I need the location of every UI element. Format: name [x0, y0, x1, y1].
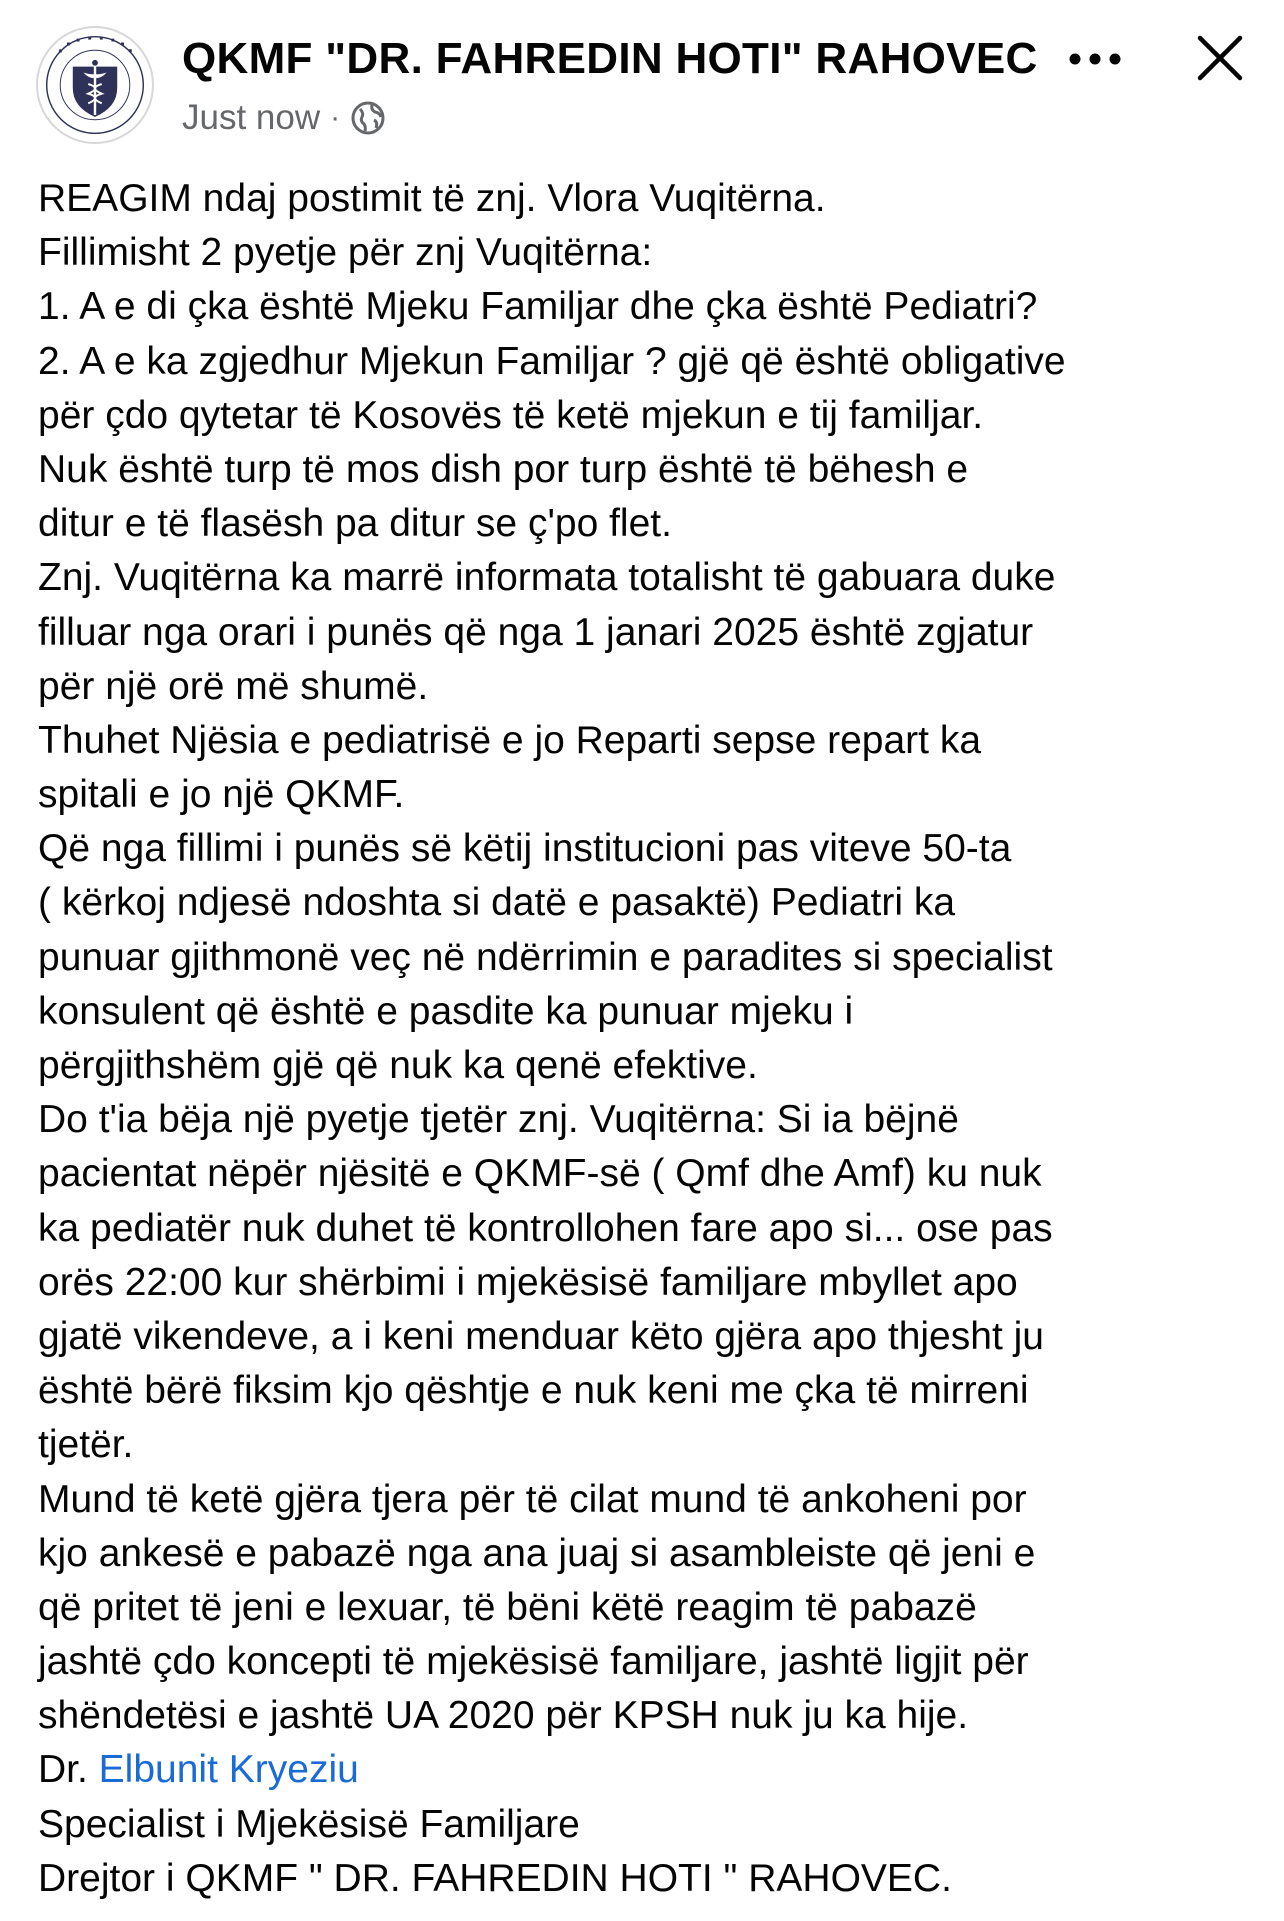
post-header — [0, 0, 1284, 160]
page-avatar[interactable] — [36, 26, 154, 144]
post-line: Do t'ia bëja një pyetje tjetër znj. Vuqitërna: Si ia bëjnë — [38, 1098, 959, 1142]
globe-icon[interactable] — [350, 100, 386, 136]
more-options-icon — [1067, 51, 1123, 67]
post-timestamp[interactable]: Just now — [182, 98, 321, 137]
post-text — [38, 172, 1258, 1906]
post-line: punuar gjithmonë veç në ndërrimin e paradites si specialist — [38, 935, 1053, 979]
post-line: Që nga fillimi i punës së këtij institucioni pas viteve 50-ta — [38, 827, 1012, 871]
post-line: Mund të ketë gjëra tjera për të cilat mund të ankoheni por — [38, 1477, 1027, 1521]
close-icon — [1192, 30, 1248, 86]
post-line: konsulent që është e pasdite ka punuar mjeku i — [38, 989, 854, 1033]
signature-prefix: Dr. — [38, 1748, 99, 1792]
post-line: ditur e të flasësh pa ditur se ç'po flet. — [38, 502, 672, 546]
post-line: REAGIM ndaj postimit të znj. Vlora Vuqitërna. — [38, 177, 826, 220]
post-line: për çdo qytetar të Kosovës të ketë mjekun e tij familjar. — [38, 393, 984, 437]
post-line: gjatë vikendeve, a i keni menduar këto gjëra apo thjesht ju — [38, 1314, 1044, 1358]
post-line: ka pediatër nuk duhet të kontrollohen fare apo si... ose pas — [38, 1206, 1053, 1250]
signature-role: Drejtor i QKMF " DR. FAHREDIN HOTI " RAHOVEC. — [38, 1856, 952, 1900]
post-meta — [182, 96, 386, 140]
post-line: Thuhet Njësia e pediatrisë e jo Reparti sepse repart ka — [38, 718, 982, 762]
post-line: tjetër. — [38, 1423, 134, 1467]
post-line: Nuk është turp të mos dish por turp është të bëhesh e — [38, 447, 969, 491]
close-button[interactable] — [1192, 30, 1248, 86]
post-line: spitali e jo një QKMF. — [38, 773, 405, 817]
signature-line — [38, 1743, 1258, 1797]
post-line: jashtë çdo koncepti të mjekësisë familjare, jashtë ligjit për — [38, 1640, 1029, 1684]
signature-title: Specialist i Mjekësisë Familjare — [38, 1802, 580, 1846]
post-line: për një orë më shumë. — [38, 664, 429, 708]
more-options-button[interactable] — [1060, 34, 1130, 84]
staff-of-hermes-logo-icon — [38, 28, 152, 142]
post-line: ( kërkoj ndjesë ndoshta si datë e pasaktë) Pediatri ka — [38, 881, 956, 925]
post-line: pacientat nëpër njësitë e QKMF-së ( Qmf dhe Amf) ku nuk — [38, 1152, 1042, 1196]
post-line: shëndetësi e jashtë UA 2020 për KPSH nuk ju ka hije. — [38, 1694, 969, 1738]
post-line: kjo ankesë e pabazë nga ana juaj si asambleiste që jeni e — [38, 1531, 1036, 1575]
post-line: është bërë fiksim kjo qështje e nuk keni me çka të mirreni — [38, 1369, 1029, 1413]
mention-link[interactable]: Elbunit Kryeziu — [98, 1748, 359, 1792]
page-name[interactable]: QKMF "DR. FAHREDIN HOTI" RAHOVEC — [182, 34, 1038, 83]
post-line: filluar nga orari i punës që nga 1 janari 2025 është zgjatur — [38, 610, 1034, 654]
post-line: Fillimisht 2 pyetje për znj Vuqitërna: — [38, 231, 653, 275]
post-line: 2. A e ka zgjedhur Mjekun Familjar ? gjë që është obligative — [38, 339, 1066, 383]
post-line: përgjithshëm gjë që nuk ka qenë efektive. — [38, 1044, 758, 1087]
meta-separator: · — [330, 101, 341, 134]
post-line: 1. A e di çka është Mjeku Familjar dhe çka është Pediatri? — [38, 285, 1038, 329]
post-line: që pritet të jeni e lexuar, të bëni këtë reagim të pabazë — [38, 1585, 977, 1629]
post-line: Znj. Vuqitërna ka marrë informata totalisht të gabuara duke — [38, 556, 1056, 600]
post-line: orës 22:00 kur shërbimi i mjekësisë familjare mbyllet apo — [38, 1260, 1018, 1304]
